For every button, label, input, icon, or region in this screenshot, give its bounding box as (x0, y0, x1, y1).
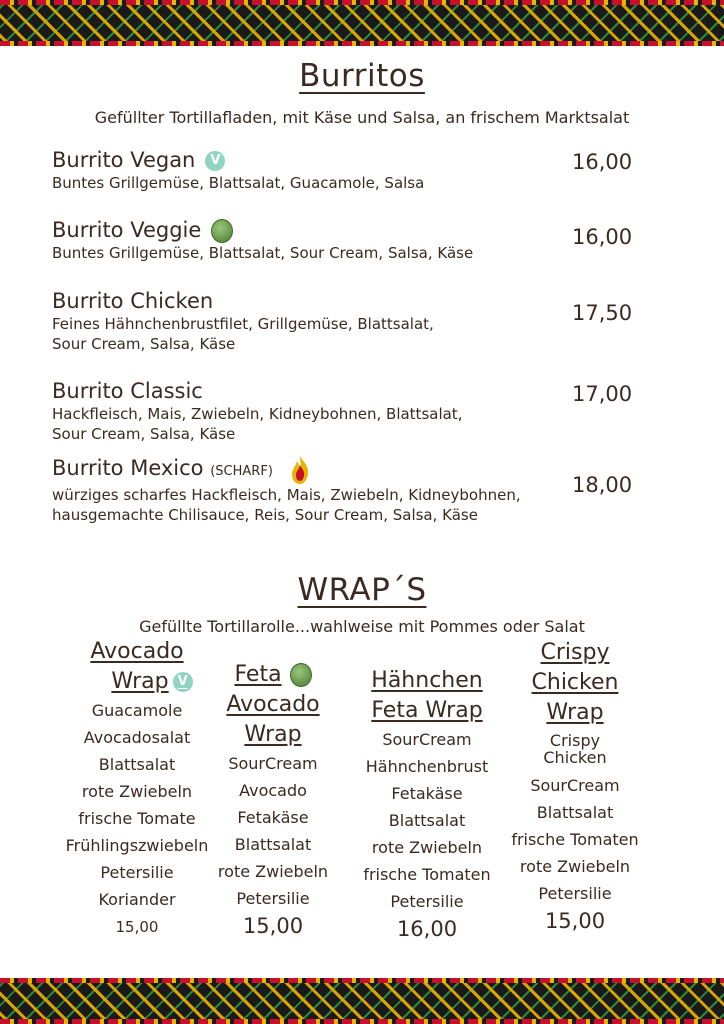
item-description-line2: Sour Cream, Salsa, Käse (52, 425, 236, 443)
item-description: Buntes Grillgemüse, Blattsalat, Sour Cream, Salsa, Käse (52, 244, 474, 262)
menu-item-burrito-veggie (52, 217, 562, 263)
ingredient: rote Zwiebeln (371, 838, 483, 857)
wraps-title: WRAP´S (297, 572, 427, 608)
item-name: Burrito Classic (52, 379, 203, 403)
ingredient: rote Zwiebeln (519, 857, 631, 876)
wrap-title-line1: Hähnchen (371, 668, 483, 693)
item-name: Burrito Vegan (52, 148, 196, 172)
ingredient: Petersilie (390, 892, 464, 911)
wrap-title-line2: Chicken (531, 670, 619, 695)
wrap-crispy-chicken (502, 638, 648, 935)
wrap-title-line1: Feta (234, 662, 282, 687)
spicy-note: (SCHARF) (210, 464, 273, 479)
item-name: Burrito Veggie (52, 218, 202, 242)
ingredient: Hähnchenbrust (365, 757, 489, 776)
item-name: Burrito Chicken (52, 289, 214, 313)
ingredient: Avocado (239, 781, 307, 800)
ingredient: frische Tomaten (363, 865, 491, 884)
ingredient: Petersilie (236, 889, 310, 908)
wraps-subtitle: Gefüllte Tortillarolle...wahlweise mit Pommes oder Salat (139, 617, 585, 636)
ingredient: rote Zwiebeln (81, 782, 193, 801)
item-price: 16,00 (572, 150, 633, 174)
wrap-title-line3: Wrap (546, 700, 604, 725)
ingredient: SourCream (382, 730, 472, 749)
wrap-avocado (58, 637, 216, 941)
ingredient: Crispy Chicken (543, 731, 607, 767)
wrap-price: 15,00 (242, 914, 304, 938)
wrap-title-line2: Avocado (226, 692, 320, 717)
ingredient: rote Zwiebeln (217, 862, 329, 881)
item-description-line2: Sour Cream, Salsa, Käse (52, 335, 236, 353)
wrap-title-line2: Feta Wrap (371, 698, 483, 723)
ingredient: Petersilie (538, 884, 612, 903)
wrap-price: 15,00 (544, 909, 606, 933)
item-price: 18,00 (572, 473, 633, 497)
ingredient: Fetakäse (391, 784, 463, 803)
ingredient: Avocadosalat (83, 728, 191, 747)
veggie-icon (211, 219, 233, 243)
burritos-subtitle: Gefüllter Tortillafladen, mit Käse und Salsa, an frischem Marktsalat (94, 108, 630, 127)
wrap-feta-avocado (208, 660, 338, 940)
ingredient: Blattsalat (234, 835, 312, 854)
item-price: 17,00 (572, 382, 633, 406)
item-price: 17,50 (572, 301, 633, 325)
ingredient: Blattsalat (388, 811, 466, 830)
item-description: Buntes Grillgemüse, Blattsalat, Guacamole, Salsa (52, 174, 425, 192)
item-name: Burrito Mexico (52, 456, 204, 480)
menu-item-burrito-vegan (52, 147, 562, 193)
menu-item-burrito-chicken (52, 288, 562, 354)
fire-icon (289, 455, 311, 485)
wrap-haehnchen-feta (352, 666, 502, 943)
ingredient: Frühlingszwiebeln (65, 836, 209, 855)
ingredient: Blattsalat (98, 755, 176, 774)
item-description-line1: würziges scharfes Hackfleisch, Mais, Zwiebeln, Kidneybohnen, (52, 486, 521, 504)
ingredient: Fetakäse (237, 808, 309, 827)
item-description-line1: Feines Hähnchenbrustfilet, Grillgemüse, Blattsalat, (52, 315, 434, 333)
wrap-title-line1: Crispy (540, 640, 610, 665)
decorative-border-bottom (0, 978, 724, 1024)
ingredient: Blattsalat (536, 803, 614, 822)
ingredient: Guacamole (91, 701, 183, 720)
ingredient: frische Tomate (78, 809, 196, 828)
decorative-border-top (0, 0, 724, 46)
item-description-line2: hausgemachte Chilisauce, Reis, Sour Cream, Salsa, Käse (52, 506, 478, 524)
ingredient: SourCream (228, 754, 318, 773)
wrap-title-line1: Avocado (90, 639, 184, 664)
ingredient: Petersilie (100, 863, 174, 882)
vegan-icon: V (205, 151, 225, 171)
wrap-title-line3: Wrap (244, 722, 302, 747)
vegan-icon: V (173, 672, 193, 692)
menu-item-burrito-classic (52, 378, 562, 444)
ingredient: frische Tomaten (511, 830, 639, 849)
wrap-price: 16,00 (396, 917, 458, 941)
item-description-line1: Hackfleisch, Mais, Zwiebeln, Kidneybohnen, Blattsalat, (52, 405, 463, 423)
menu-item-burrito-mexico (52, 455, 592, 525)
item-price: 16,00 (572, 225, 633, 249)
ingredient: SourCream (530, 776, 620, 795)
burritos-title: Burritos (299, 58, 425, 94)
wrap-price: 15,00 (115, 918, 159, 936)
wrap-title-line2: Wrap (111, 669, 169, 694)
veggie-icon (290, 663, 312, 687)
ingredient: Koriander (98, 890, 176, 909)
